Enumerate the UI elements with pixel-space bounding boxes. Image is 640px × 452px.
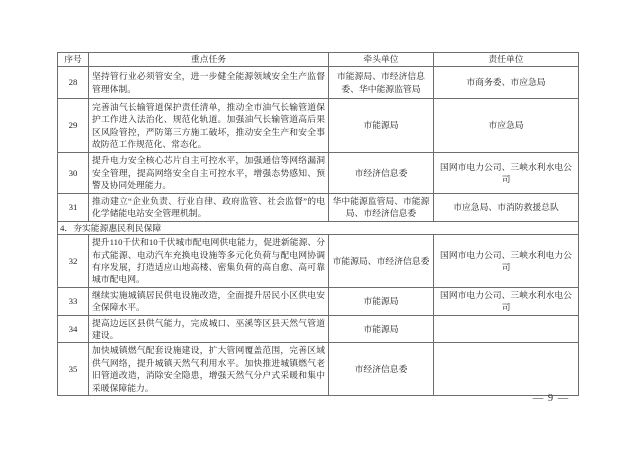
responsible-unit: 国网市电力公司、三峡水利水电公司 [434,153,579,194]
row-number: 32 [58,235,89,288]
lead-unit: 市能源局 [329,99,434,153]
lead-unit: 市能源局、市经济信息委 [329,235,434,288]
table-row [58,67,579,99]
row-number: 33 [58,287,89,315]
responsible-unit: 市应急局、市消防救援总队 [434,194,579,222]
task-text: 加快城镇燃气配套设施建设，扩大管网覆盖范围，完善区域供气网络，提升城镇天然气利用水平。加快推进城镇燃气老旧管道改造，消除安全隐患，增强天然气分户式采暖和集中采暖保障能力。 [89,343,329,396]
table-row [58,194,579,222]
header-cell-lead: 牵头单位 [329,53,434,67]
table-row [58,153,579,194]
responsible-unit [434,343,579,396]
responsible-unit: 国网市电力公司、三峡水利电力公司 [434,235,579,288]
responsible-unit: 市商务委、市应急局 [434,67,579,99]
lead-unit: 市能源局、市经济信息委、华中能源监管局 [329,67,434,99]
lead-unit: 市经济信息委 [329,153,434,194]
task-text: 提升电力安全核心芯片自主可控水平，加强通信等网络漏洞安全管理，提高网络安全自主可控水平，增强态势感知、预警及协同处理能力。 [89,153,329,194]
responsible-unit: 国网市电力公司、三峡水利水电公司 [434,287,579,315]
lead-unit: 市能源局 [329,315,434,343]
task-text: 继续实施城镇居民供电设施改造，全面提升居民小区供电安全保障水平。 [89,287,329,315]
task-text: 推动建立“企业负责、行业自律、政府监管、社会监督”的电化学储能电站安全管理机制。 [89,194,329,222]
row-number: 30 [58,153,89,194]
responsible-unit: 市应急局 [434,99,579,153]
section-row [58,221,579,234]
row-number: 28 [58,67,89,99]
header-cell-task: 重点任务 [89,53,329,67]
lead-unit: 市能源局 [329,287,434,315]
row-number: 35 [58,343,89,396]
task-text: 提升110千伏和10千伏城市配电网供电能力，促进新能源、分布式能源、电动汽车充换电设施等多元化负荷与配电网协调有序发展，打造适应山地高楼、密集负荷的高自愈、高可靠城市配电网。 [89,235,329,288]
table-row [58,287,579,315]
table-row [58,343,579,396]
task-text: 提高边远区县供气能力，完成城口、巫溪等区县天然气管道建设。 [89,315,329,343]
header-cell-no: 序号 [58,53,89,67]
table-header-row [58,53,579,67]
task-text: 完善油气长输管道保护责任清单，推动全市油气长输管道保护工作进入法治化、规范化轨道。加强油气长输管道高后果区风险管控，严防第三方施工破坏，推动安全生产和安全事故防范工作规范化、常态化。 [89,99,329,153]
task-table [57,52,579,396]
row-number: 34 [58,315,89,343]
task-table-body [58,67,579,396]
table-row [58,99,579,153]
row-number: 29 [58,99,89,153]
lead-unit: 市经济信息委 [329,343,434,396]
row-number: 31 [58,194,89,222]
page-number: — 9 — [532,393,570,404]
section-title: 4．夯实能源惠民利民保障 [58,221,579,234]
table-row [58,315,579,343]
responsible-unit [434,315,579,343]
task-text: 坚持管行业必须管安全，进一步健全能源领域安全生产监督管理体制。 [89,67,329,99]
lead-unit: 华中能源监管局、市能源局、市经济信息委 [329,194,434,222]
table-row [58,235,579,288]
header-cell-resp: 责任单位 [434,53,579,67]
